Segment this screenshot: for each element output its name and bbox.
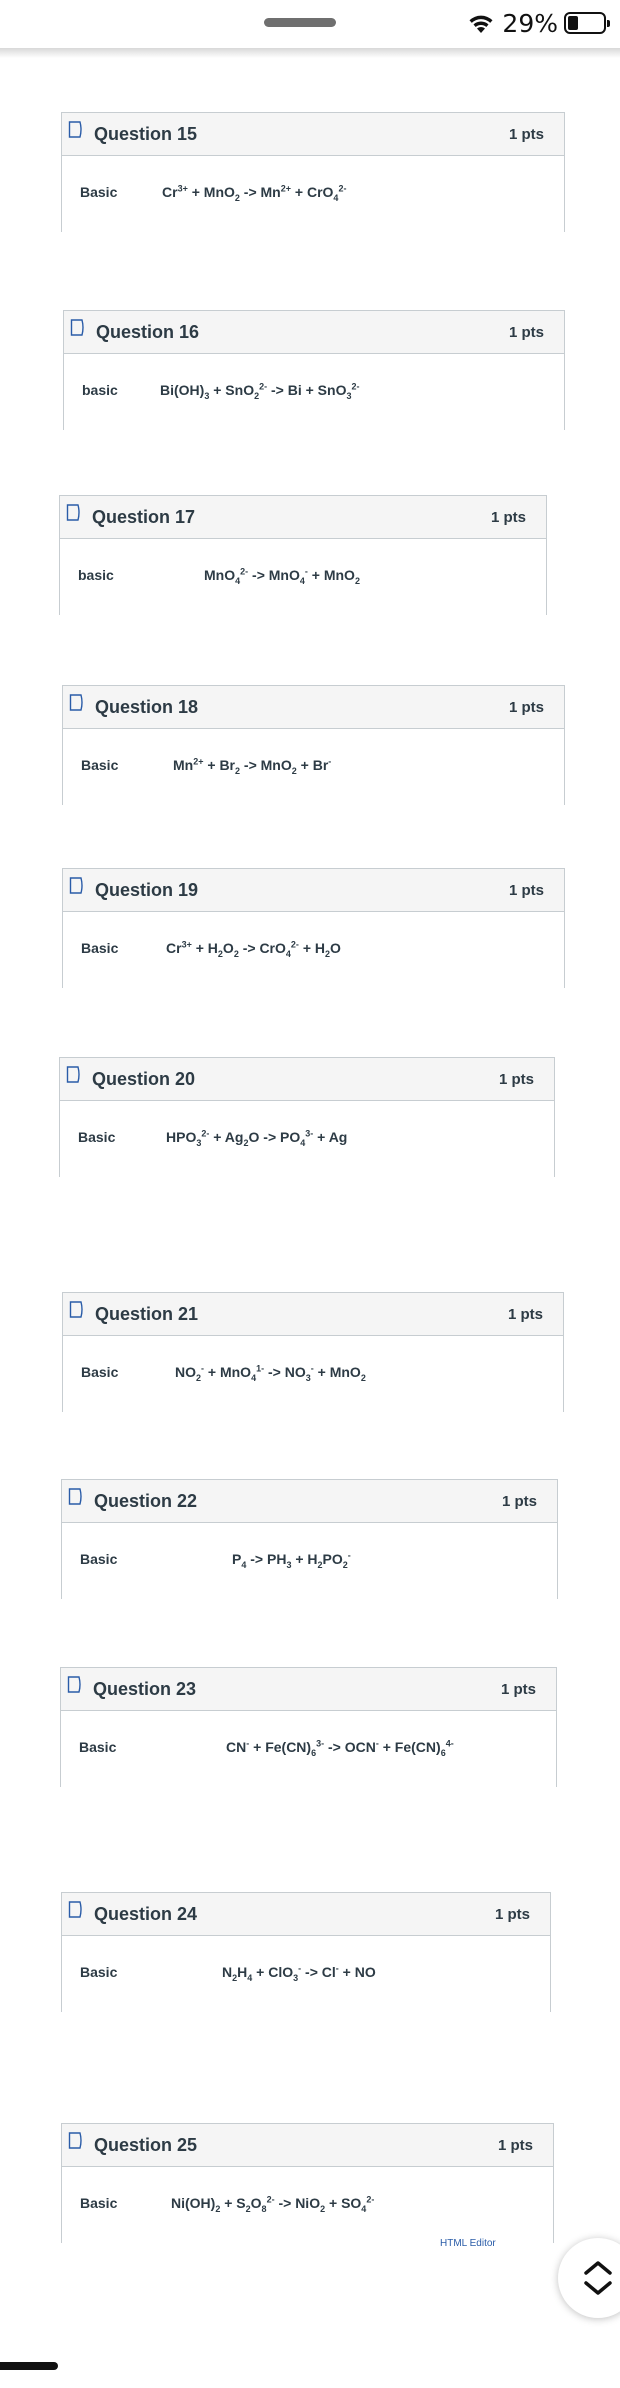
formula-text: + Ag <box>313 1129 348 1145</box>
question-body <box>60 1101 554 1177</box>
question-title: Question 23 <box>93 1679 197 1699</box>
question-card <box>61 2123 554 2243</box>
question-header <box>62 1893 550 1936</box>
count-subscript: 4 <box>251 1372 257 1383</box>
question-body <box>61 1711 556 1787</box>
question-body <box>60 539 546 615</box>
count-subscript: 4 <box>241 1559 247 1570</box>
formula-text: Cr <box>162 184 178 200</box>
home-indicator <box>0 2362 58 2370</box>
question-header <box>60 496 546 539</box>
formula-text: O <box>250 2195 262 2211</box>
header-shadow <box>0 48 620 58</box>
formula-text: + Fe(CN) <box>249 1739 312 1755</box>
question-points: 1 pts <box>508 699 544 716</box>
formula-text: + H <box>298 940 326 956</box>
count-subscript: 3 <box>346 390 352 401</box>
question-condition: basic <box>78 567 114 583</box>
charge-superscript: - <box>304 566 308 577</box>
formula-text: -> Cl <box>301 1964 336 1980</box>
question-title: Question 19 <box>95 880 199 900</box>
charge-superscript: 2- <box>366 2194 375 2205</box>
formula-text: + MnO <box>187 184 235 200</box>
count-subscript: 3 <box>204 390 210 401</box>
formula-text: -> CrO <box>238 940 286 956</box>
question-title: Question 18 <box>95 697 199 717</box>
question-navigation-button[interactable] <box>558 2238 620 2318</box>
battery-nub <box>607 20 610 27</box>
formula-text: NO <box>175 1364 196 1380</box>
chevron-down-icon <box>586 2283 610 2293</box>
formula-text: O -> PO <box>248 1129 301 1145</box>
question-body <box>62 2167 553 2243</box>
question-condition: Basic <box>80 2195 118 2211</box>
question-condition: Basic <box>80 184 118 200</box>
question-points: 1 pts <box>508 126 544 143</box>
count-subscript: 2 <box>217 948 223 959</box>
question-header <box>63 1293 563 1336</box>
formula-text: + MnO <box>307 567 355 583</box>
formula-text: -> NO <box>264 1364 306 1380</box>
question-title: Question 22 <box>94 1491 198 1511</box>
count-subscript: 2 <box>196 1372 202 1383</box>
formula-text: -> MnO <box>240 757 292 773</box>
count-subscript: 3 <box>305 1372 311 1383</box>
question-equation <box>173 756 332 776</box>
count-subscript: 2 <box>291 765 297 776</box>
formula-text: -> MnO <box>248 567 300 583</box>
formula-text: PO <box>322 1551 343 1567</box>
count-subscript: 2 <box>234 192 240 203</box>
question-condition: basic <box>82 382 118 398</box>
battery-level <box>568 16 578 30</box>
question-card <box>62 868 565 988</box>
charge-superscript: 3+ <box>181 939 192 950</box>
charge-superscript: 3- <box>316 1738 325 1749</box>
question-card <box>59 495 547 615</box>
flag-question-icon[interactable] <box>67 1676 82 1693</box>
formula-text: Cr <box>166 940 182 956</box>
formula-text: -> PH <box>246 1551 287 1567</box>
charge-superscript: - <box>246 1738 250 1749</box>
formula-text: -> NiO <box>274 2195 321 2211</box>
question-equation <box>222 1963 376 1983</box>
flag-question-icon[interactable] <box>66 504 81 521</box>
battery-icon <box>564 12 606 34</box>
question-points: 1 pts <box>507 1306 543 1323</box>
count-subscript: 2 <box>320 2203 326 2214</box>
flag-question-icon[interactable] <box>66 1066 81 1083</box>
question-condition: Basic <box>81 757 119 773</box>
question-points: 1 pts <box>497 2137 533 2154</box>
charge-superscript: - <box>310 1363 314 1374</box>
flag-question-icon[interactable] <box>69 694 84 711</box>
charge-superscript: 4- <box>445 1738 454 1749</box>
question-card <box>59 1057 555 1177</box>
charge-superscript: 2- <box>259 381 268 392</box>
wifi-icon <box>466 12 496 34</box>
formula-text: -> Bi + SnO <box>267 382 347 398</box>
charge-superscript: - <box>328 756 332 767</box>
formula-text: O <box>330 940 341 956</box>
question-condition: Basic <box>80 1964 118 1980</box>
question-equation <box>226 1738 454 1758</box>
formula-text: + ClO <box>252 1964 294 1980</box>
question-title: Question 24 <box>94 1904 198 1924</box>
count-subscript: 2 <box>243 1137 249 1148</box>
question-card <box>61 112 565 232</box>
charge-superscript: - <box>335 1963 339 1974</box>
count-subscript: 2 <box>342 1559 348 1570</box>
flag-question-icon[interactable] <box>68 121 83 138</box>
formula-text: + SO <box>325 2195 362 2211</box>
count-subscript: 6 <box>311 1747 317 1758</box>
question-body <box>62 1936 550 2012</box>
count-subscript: 2 <box>235 765 241 776</box>
question-body <box>63 729 564 805</box>
charge-superscript: 2+ <box>193 756 204 767</box>
question-card <box>60 1667 557 1787</box>
count-subscript: 2 <box>233 948 239 959</box>
formula-text: MnO <box>204 567 236 583</box>
charge-superscript: 2- <box>338 183 347 194</box>
charge-superscript: - <box>347 1550 351 1561</box>
formula-text: + NO <box>338 1964 376 1980</box>
formula-text: Bi(OH) <box>160 382 205 398</box>
formula-text: + H <box>291 1551 318 1567</box>
formula-text: + SnO <box>209 382 255 398</box>
charge-superscript: 2- <box>351 381 360 392</box>
question-card <box>62 1292 564 1412</box>
question-body <box>64 354 564 430</box>
formula-text: Mn <box>173 757 194 773</box>
question-points: 1 pts <box>508 324 544 341</box>
formula-text: + Ag <box>209 1129 244 1145</box>
question-title: Question 16 <box>96 322 200 342</box>
question-equation <box>232 1550 351 1570</box>
question-body <box>63 1336 563 1412</box>
count-subscript: 4 <box>300 1137 306 1148</box>
count-subscript: 3 <box>286 1559 292 1570</box>
flag-question-icon[interactable] <box>68 1901 83 1918</box>
question-equation <box>166 939 341 959</box>
charge-superscript: 2- <box>240 566 249 577</box>
question-equation <box>204 566 360 586</box>
question-card <box>61 1479 558 1599</box>
question-condition: Basic <box>81 940 119 956</box>
question-header <box>63 686 564 729</box>
formula-text: O <box>222 940 234 956</box>
formula-text: + MnO <box>204 1364 252 1380</box>
formula-text: -> Mn <box>239 184 281 200</box>
charge-superscript: 2- <box>201 1128 210 1139</box>
question-body <box>62 1523 557 1599</box>
html-editor-link[interactable]: HTML Editor <box>440 2238 496 2246</box>
formula-text: N <box>222 1964 233 1980</box>
count-subscript: 4 <box>299 575 305 586</box>
question-card <box>62 685 565 805</box>
formula-text: H <box>237 1964 248 1980</box>
question-title: Question 17 <box>92 507 196 527</box>
question-header <box>64 311 564 354</box>
count-subscript: 2 <box>360 1372 366 1383</box>
question-condition: Basic <box>81 1364 119 1380</box>
chevron-up-icon <box>586 2263 610 2273</box>
question-equation <box>162 183 347 203</box>
count-subscript: 3 <box>293 1972 299 1983</box>
count-subscript: 2 <box>317 1559 323 1570</box>
count-subscript: 4 <box>235 575 241 586</box>
formula-text: Ni(OH) <box>171 2195 216 2211</box>
count-subscript: 6 <box>440 1747 446 1758</box>
charge-superscript: 2+ <box>280 183 292 194</box>
flag-question-icon[interactable] <box>68 2132 83 2149</box>
question-points: 1 pts <box>500 1681 536 1698</box>
question-equation <box>171 2194 375 2214</box>
question-equation <box>160 381 360 401</box>
flag-question-icon[interactable] <box>70 319 85 336</box>
formula-text: -> OCN <box>324 1739 376 1755</box>
charge-superscript: - <box>201 1363 205 1374</box>
count-subscript: 2 <box>254 390 260 401</box>
question-title: Question 15 <box>94 124 198 144</box>
formula-text: + Br <box>203 757 235 773</box>
formula-text: HPO <box>166 1129 197 1145</box>
question-title: Question 25 <box>94 2135 198 2155</box>
question-points: 1 pts <box>501 1493 537 1510</box>
formula-text: CN <box>226 1739 247 1755</box>
question-header <box>60 1058 554 1101</box>
charge-superscript: 1- <box>256 1363 265 1374</box>
flag-question-icon[interactable] <box>68 1488 83 1505</box>
status-indicators <box>466 8 606 38</box>
question-points: 1 pts <box>490 509 526 526</box>
formula-text: + Br <box>296 757 329 773</box>
question-points: 1 pts <box>494 1906 530 1923</box>
count-subscript: 4 <box>361 2203 367 2214</box>
question-body <box>63 912 564 988</box>
question-points: 1 pts <box>508 882 544 899</box>
question-header <box>62 2124 553 2167</box>
question-equation <box>166 1128 348 1148</box>
charge-superscript: - <box>375 1738 379 1749</box>
formula-text: + CrO <box>291 184 334 200</box>
question-condition: Basic <box>80 1551 118 1567</box>
question-card <box>61 1892 551 2012</box>
formula-text: + Fe(CN) <box>378 1739 441 1755</box>
question-equation <box>175 1363 366 1383</box>
count-subscript: 4 <box>333 192 339 203</box>
charge-superscript: 3- <box>305 1128 314 1139</box>
count-subscript: 4 <box>285 948 291 959</box>
formula-text: + MnO <box>313 1364 361 1380</box>
count-subscript: 8 <box>261 2203 267 2214</box>
question-card <box>63 310 565 430</box>
question-condition: Basic <box>79 1739 117 1755</box>
charge-superscript: 3+ <box>177 183 188 194</box>
question-header <box>62 113 564 156</box>
question-header <box>62 1480 557 1523</box>
count-subscript: 2 <box>354 575 360 586</box>
formula-text: P <box>232 1551 242 1567</box>
count-subscript: 2 <box>325 948 331 959</box>
formula-text: + S <box>220 2195 246 2211</box>
count-subscript: 2 <box>245 2203 251 2214</box>
question-header <box>61 1668 556 1711</box>
count-subscript: 2 <box>215 2203 221 2214</box>
formula-text: + H <box>191 940 218 956</box>
question-body <box>62 156 564 232</box>
question-title: Question 21 <box>95 1304 199 1324</box>
battery-percentage: 29% <box>502 8 558 38</box>
flag-question-icon[interactable] <box>69 877 84 894</box>
charge-superscript: 2- <box>290 939 299 950</box>
count-subscript: 4 <box>247 1972 253 1983</box>
question-title: Question 20 <box>92 1069 196 1089</box>
count-subscript: 2 <box>232 1972 238 1983</box>
dynamic-island <box>264 18 336 27</box>
status-bar <box>0 0 620 48</box>
charge-superscript: 2- <box>266 2194 275 2205</box>
count-subscript: 3 <box>196 1137 202 1148</box>
question-condition: Basic <box>78 1129 116 1145</box>
charge-superscript: - <box>298 1963 302 1974</box>
question-header <box>63 869 564 912</box>
flag-question-icon[interactable] <box>69 1301 84 1318</box>
question-points: 1 pts <box>498 1071 534 1088</box>
